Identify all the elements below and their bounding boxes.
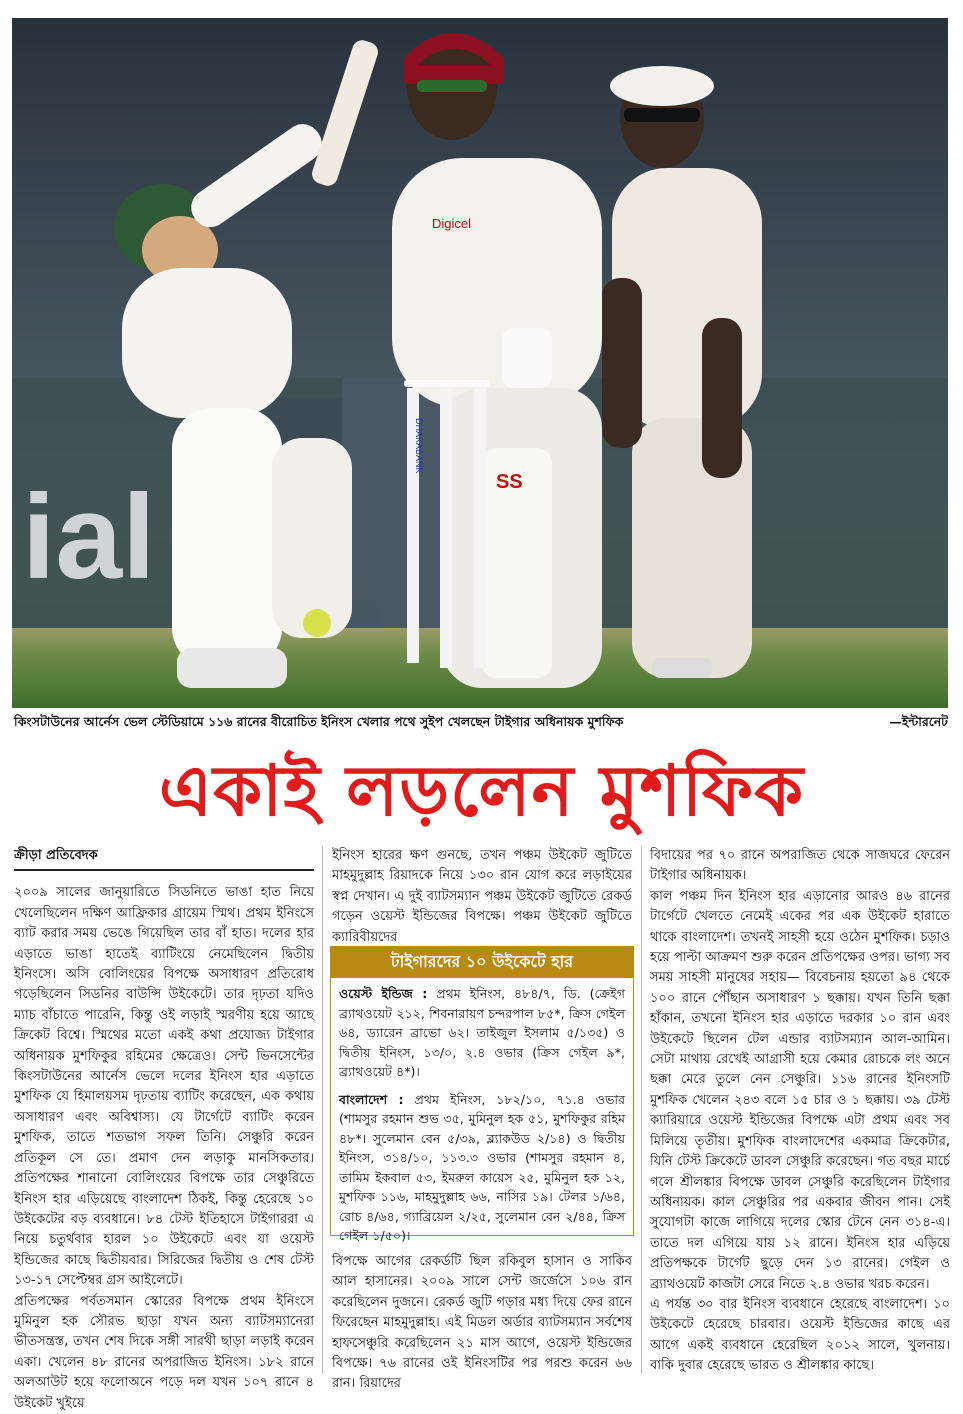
scorecard-body: [330, 978, 634, 1243]
bd-label: বাংলাদেশ :: [339, 1091, 404, 1107]
column-divider: [641, 846, 642, 1374]
caption-text: কিংসটাউনের আর্নেস ভেল স্টেডিয়ামে ১১৬ রানের বীরোচিত ইনিংস খেলার পথে সুইপ খেলছেন টাইগার অধিনায়ক মুশফিক: [14, 714, 624, 729]
article-column-1: [14, 846, 314, 1414]
stump-sponsor: DHAKABANK: [414, 418, 424, 474]
paragraph: এ পর্যন্ত ৩০ বার ইনিংস ব্যবধানে হেরেছে বাংলাদেশ। ১০ উইকেটে হেরেছে চারবার। ওয়েস্ট ইন্ডিজের কাছে এর আগে একই ব্যবধানে হেরেছিল ২০১২ সালে, খুলনায়। বাকি দুবার হেরেছে ভারত ও শ্রীলঙ্কার কাছে।: [650, 1296, 950, 1374]
pad-logo: SS: [496, 471, 523, 493]
photo-source: —ইন্টারনেট: [889, 714, 948, 729]
paragraph: ইনিংস হারের ক্ষণ গুনছে, তখন পঞ্চম উইকেট জুটিতে মাহমুদুল্লাহ রিয়াদকে নিয়ে ১৩০ রান যোগ করে লড়াইয়ের স্বপ্ন দেখান। এ দুই ব্যাটসম্যান পঞ্চম উইকেট জুটিতে রেকর্ড গড়েন ওয়েস্ট ইন্ডিজের বিপক্ষে। পঞ্চম উইকেট জুটিতে ক্যারিবীয়দের: [332, 848, 632, 945]
paragraph: প্রতিপক্ষের পর্বতসমান স্কোরের বিপক্ষে প্রথম ইনিংসে মুমিনুল হক সৌরভ ছাড়া যখন অন্য ব্যাটসম্যানেরা ভীতসন্ত্রস্ত, তখন শেষ দিকে সঙ্গী সারথী ছাড়া লড়াই করেন একা। খেলেন ৪৮ রানের অপরাজিত ইনিংস। ১৮২ রানে অলআউট হয়ে ফলোঅনে পড়ে দল যখন ১০৭ রানে ৪ উইকেট খুইয়ে: [14, 1293, 314, 1411]
paragraph: ২০০৯ সালের জানুয়ারিতে সিডনিতে ভাঙা হাত নিয়ে খেলেছিলেন দক্ষিণ আফ্রিকার গ্রায়েম স্মিথ। প্রথম ইনিংসে ব্যাট করার সময় ভেঙে গিয়েছিল তার বাঁ হাত। দলের হার এড়াতে ভাঙা হাতেই ব্যাটিংয়ে নেমেছিলেন দ্বিতীয় ইনিংসে। অসি বোলিংয়ের বিপক্ষে অসাধারণ প্রতিরোধ গড়েছিলেন সিডনির বাউন্সি উইকেটে। তার দৃঢ়তা যদিও ম্যাচ বাঁচাতে পারেনি, কিন্তু ওই লড়াই স্মরণীয় হয়ে আছে ক্রিকেট বিশ্বে। স্মিথের মতো একই কথা প্রযোজ্য টাইগার অধিনায়ক মুশফিকুর রহিমের ক্ষেত্রেও। সেন্ট ভিনসেন্টের কিংসটাউনের আর্নেস ভেলে দলের ইনিংস হার এড়াতে মুশফিক যে হিমালয়সম দৃঢ়তায় ব্যাটিং করেছেন, এক কথায় অসাধারণ এবং অবিশ্বাস্য। যে টার্গেটে ব্যাটিং করেন মুশফিক, তাতে শতভাগ সফল তিনি। সেঞ্চুরি করেন প্রতিকূল সে তে। প্রমাণ দেন লড়াকু মানসিকতার। প্রতিপক্ষের শানানো বোলিংয়ের বিপক্ষে তার সেঞ্চুরিতে ইনিংস হার এড়িয়েছে বাংলাদেশ ঠিকই, কিন্তু হেরেছে ১০ উইকেটের বড় ব্যবধানে। ৮৪ টেস্ট ইতিহাসে টাইগাররা এ নিয়ে চতুর্থবার হারল ১০ উইকেটে এবং যা ওয়েস্ট ইন্ডিজের কাছে দ্বিতীয়বার। সিরিজের দ্বিতীয় ও শেষ টেস্ট ১৩-১৭ সেপ্টেম্বর গ্রস আইলেটে।: [14, 885, 314, 1289]
photo-caption: [14, 714, 948, 734]
bd-score: প্রথম ইনিংস, ১৮২/১০, ৭১.৪ ওভার (শামসুর রহমান শুভ ৩৫, মুমিনুল হক ৫১, মুশফিকুর রহিম ৪৮*। সুলেমান বেন ৫/৩৯, ব্ল্যাকউড ২/১৪) ও দ্বিতীয় ইনিংস, ৩১৪/১০, ১১৩.৩ ওভার (শামসুর রহমান ৪, তামিম ইকবাল ৫৩, ইমরুল কায়েস ২৫, মুমিনুল হক ১২, মুশফিক ১১৬, মাহমুদুল্লাহ ৬৬, নাসির ১৯। টেলর ১/৬৪, রোচ ৪/৬৪, গ্যাব্রিয়েল ২/২৫, সুলেমান বেন ২/৪৪, ক্রিস গেইল ১/৫০)।: [339, 1091, 625, 1243]
column-divider: [322, 846, 323, 1374]
article-column-2-bottom: [332, 1252, 632, 1395]
paragraph: বিপক্ষে আগের রেকর্ডটি ছিল রকিবুল হাসান ও সাকিব আল হাসানের। ২০০৯ সালে সেন্ট জর্জেসে ১০৬ রান করেছিলেন দুজনে। রেকর্ড জুটি গড়ার মধ্য দিয়ে ফের রানে ফিরেছেন মাহমুদুল্লাহ। এই মিডল অর্ডার ব্যাটসম্যান সর্বশেষ হাফসেঞ্চুরি করেছিলেন ২১ মাস আগে, ওয়েস্ট ইন্ডিজের বিপক্ষে। ৭৬ রানের ওই ইনিংসটির পর পরশু করেন ৬৬ রান। রিয়াদের: [332, 1254, 632, 1392]
headline: একাই লড়লেন মুশফিক: [158, 749, 805, 832]
board-text: ial: [22, 470, 156, 604]
scorecard-box: [330, 946, 634, 1246]
paragraph: কাল পঞ্চম দিন ইনিংস হার এড়ানোর আরও ৪৬ রানের টার্গেটে খেলতে নেমেই একের পর এক উইকেট হারাতে থাকে বাংলাদেশ। তখনই সাহসী হয়ে ওঠেন মুশফিক। চড়াও হয়ে পাল্টা আক্রমণ শুরু করেন প্রতিপক্ষের ওপর। ভাগ্য সব সময় সাহসী মানুষের সহায়— বিবেচনায় হয়তো ৯৪ থেকে ১০০ রানে পৌঁছান অসাধারণ ১ ছক্কায়। যখন তিনি ছক্কা হাঁকান, তখনো ইনিংস হার এড়াতে দরকার ১০ রান এবং উইকেটে ছিলেন টেল এন্ডার ব্যাটসম্যান আল-আমিন। সেটা মাথায় রেখেই আগ্রাসী হয়ে কেমার রোচকে লং অনে ছক্কা মেরে তুলে নেন সেঞ্চুরি। ১১৬ রানের ইনিংসটি মুশফিক খেলেন ২৪৩ বলে ১৫ চার ও ১ ছক্কায়। ৩৯ টেস্ট ক্যারিয়ারে ওয়েস্ট ইন্ডিজের বিপক্ষে এটা প্রথম এবং সব মিলিয়ে তৃতীয়। মুশফিক বাংলাদেশের একমাত্র ক্রিকেটার, যিনি টেস্ট ক্রিকেটে ডাবল সেঞ্চুরি করেছেন। গত বছর মার্চে গলে শ্রীলঙ্কার বিপক্ষে ডাবল সেঞ্চুরি করেছিলেন টাইগার অধিনায়ক। কাল সেঞ্চুরির পর একবার জীবন পান। সেই সুযোগটা কাজে লাগিয়ে দলের স্কোর টেনে নেন ৩১৪-এ। তাতে দল এগিয়ে যায় ১২ রানে। ইনিংস হার এড়িয়ে প্রতিপক্ষকে টার্গেট ছুড়ে দেন ১৩ রানের। গেইল ও ব্র্যাথওয়েট কাজটা সেরে নিতে ২.৪ ওভার খরচ করেন।: [650, 888, 950, 1292]
article-column-3: [650, 846, 950, 1377]
cricket-scene-illustration: [12, 18, 948, 708]
stumps: [404, 380, 490, 668]
match-photo: [12, 18, 948, 708]
wi-label: ওয়েস্ট ইন্ডিজ :: [339, 986, 428, 1001]
article-column-2: [332, 846, 632, 948]
paragraph: বিদায়ের পর ৭০ রানে অপরাজিত থেকে সাজঘরে ফেরেন টাইগার অধিনায়ক।: [650, 848, 950, 884]
byline: ক্রীড়া প্রতিবেদক: [14, 846, 314, 871]
scorecard-title: টাইগারদের ১০ উইকেটে হার: [330, 946, 634, 978]
wi-score: প্রথম ইনিংস, ৪৮৪/৭, ডি. (ক্রেইগ ব্র্যাথওয়েট ২১২, শিবনারায়ণ চন্দরপাল ৮৫*, ক্রিস গেইল ৬৪, ড্যারেন ব্রাভো ৬২। তাইজুল ইসলাম ৫/১৩৫) ও দ্বিতীয় ইনিংস, ১৩/০, ২.৪ ওভার (ক্রিস গেইল ৯*, ব্র্যাথওয়েট ৪*)।: [339, 986, 625, 1079]
shirt-sponsor: Digicel: [432, 216, 472, 231]
